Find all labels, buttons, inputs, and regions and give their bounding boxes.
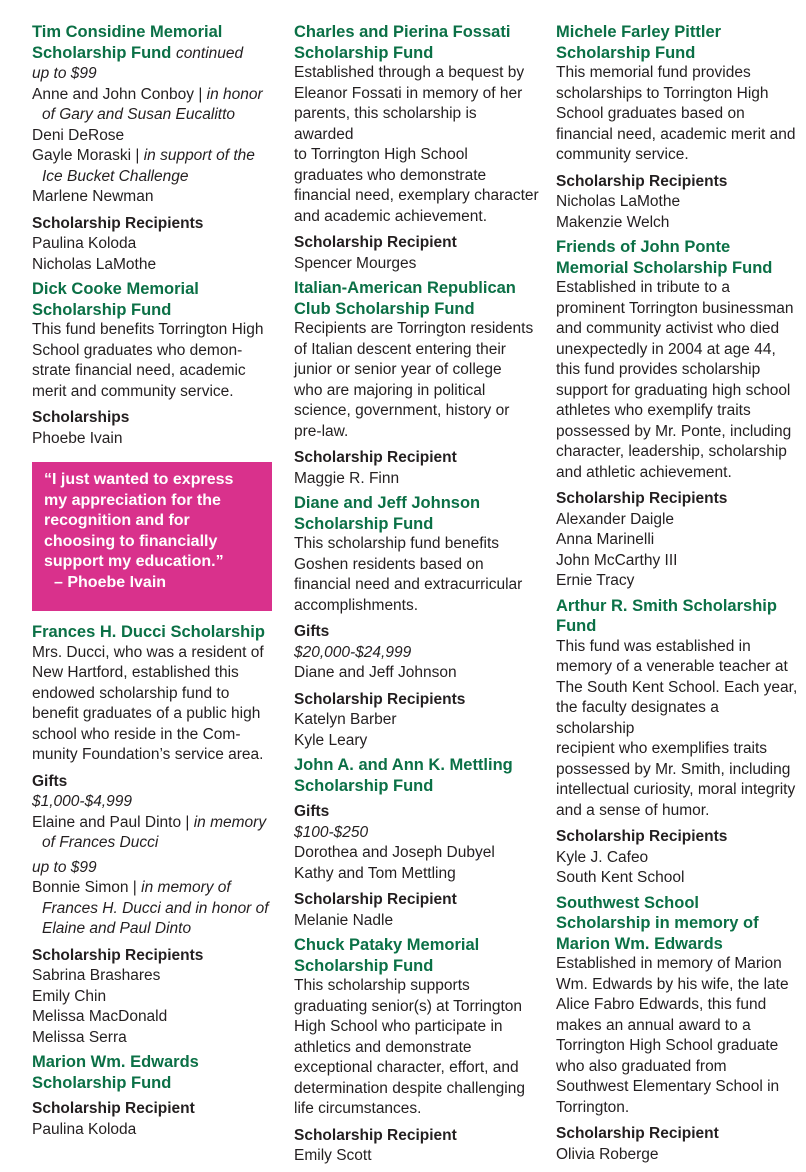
recipients-heading: Scholarship Recipient	[556, 1125, 719, 1142]
fund-ponte	[556, 237, 798, 592]
recipient: Alexander Daigle	[556, 510, 675, 528]
gift-tier: $20,000-$24,999	[294, 643, 412, 661]
recipient: Melanie Nadle	[294, 911, 394, 929]
donor: Bonnie Simon | in memory of	[32, 879, 231, 896]
fund-description: This scholarship fund benefits Goshen residents based on financial need and extracurricular accomplishments.	[294, 535, 523, 614]
recipients-heading: Scholarship Recipients	[294, 690, 466, 708]
donor: Dorothea and Joseph Dubyel	[294, 844, 495, 861]
recipient: Paulina Koloda	[32, 235, 137, 252]
fund-description: Recipients are Torrington residents of Italian descent entering their junior or senior year of college who are majoring in political science, government, history or pre-law.	[294, 320, 534, 440]
recipient: Emily Scott	[294, 1147, 372, 1164]
fund-description: This fund was established in memory of a venerable teacher at The South Kent School. Each year, the faculty designates a scholarship recipient who exemplifies traits possessed by Mr. Smith, including intellectual curiosity, moral integrity and a sense of humor.	[556, 637, 798, 819]
fund-description: This scholarship supports graduating senior(s) at Torrington High School who participate in athletics and demonstrate exceptional character, effort, and determination despite challenging life circumstances.	[294, 977, 525, 1117]
recipient: Nicholas LaMothe	[32, 255, 157, 273]
recipients-heading: Scholarships	[32, 409, 130, 426]
donor-note: of Gary and Susan Eucalitto	[42, 106, 236, 123]
fund-johnson	[294, 493, 539, 751]
fund-title: Tim Considine Memorial Scholarship Fund continued	[32, 23, 244, 62]
recipients-heading: Scholarship Recipient	[294, 891, 457, 908]
donor: Deni DeRose	[32, 126, 125, 144]
fund-title: Southwest School Scholarship in memory of Marion Wm. Edwards	[556, 893, 759, 953]
donor: Gayle Moraski | in support of the	[32, 147, 255, 164]
fund-title: John A. and Ann K. Mettling Scholarship Fund	[294, 756, 513, 795]
fund-title: Diane and Jeff Johnson Scholarship Fund	[294, 494, 481, 533]
recipient: South Kent School	[556, 869, 685, 886]
fund-title: Frances H. Ducci Scholarship	[32, 623, 265, 641]
recipient: Katelyn Barber	[294, 711, 397, 728]
donor-note: of Frances Ducci	[42, 834, 159, 851]
recipient: Ernie Tracy	[556, 572, 635, 589]
donor: Marlene Newman	[32, 188, 154, 205]
fund-description: Established in tribute to a prominent Torrington businessman and community activist who died unexpectedly in 2004 at age 44, this fund provides scholarship support for graduating high school athletes who exemplify traits possessed by Mr. Ponte, including character, leadership, scholarship and athletic achievement.	[556, 279, 794, 481]
fund-frances-ducci	[32, 622, 272, 1048]
continued-label: continued	[175, 44, 244, 62]
recipients-heading: Scholarship Recipients	[32, 946, 204, 964]
fund-title: Michele Farley Pittler Scholarship Fund	[556, 23, 722, 62]
fund-title: Charles and Pierina Fossati Scholarship Fund	[294, 23, 511, 62]
recipient: Anna Marinelli	[556, 531, 655, 548]
fund-title: Italian-American Republican Club Scholarship Fund	[294, 279, 516, 318]
fund-description: Established through a bequest by Eleanor Fossati in memory of her parents, this scholarship is awarded to Torrington High School graduates who demonstrate financial need, exemplary character and academic achievement.	[294, 64, 539, 225]
gift-tier: up to $99	[32, 65, 97, 82]
recipient: Makenzie Welch	[556, 213, 670, 231]
donor: Anne and John Conboy | in honor	[32, 85, 263, 103]
recipient: Melissa MacDonald	[32, 1008, 168, 1025]
fund-title: Friends of John Ponte Memorial Scholarship Fund	[556, 238, 773, 277]
column-3	[556, 22, 798, 1169]
recipients-heading: Scholarship Recipients	[556, 490, 728, 507]
fund-tim-considine	[32, 22, 272, 275]
recipient: Nicholas LaMothe	[556, 193, 681, 210]
donor: Diane and Jeff Johnson	[294, 664, 457, 681]
gifts-heading: Gifts	[294, 803, 330, 820]
gift-tier: $1,000-$4,999	[32, 793, 132, 810]
recipient: Sabrina Brashares	[32, 967, 161, 984]
recipient: Maggie R. Finn	[294, 469, 400, 487]
recipient: John McCarthy III	[556, 551, 678, 569]
recipients-heading: Scholarship Recipient	[294, 449, 457, 466]
donor: Elaine and Paul Dinto | in memory	[32, 813, 267, 831]
column-2	[294, 22, 539, 1171]
fund-title: Chuck Pataky Memorial Scholarship Fund	[294, 936, 480, 975]
fund-title: Dick Cooke Memorial Scholarship Fund	[32, 280, 199, 319]
donor-note: Elaine and Paul Dinto	[42, 920, 192, 937]
recipient: Spencer Mourges	[294, 254, 417, 272]
donor: Kathy and Tom Mettling	[294, 864, 456, 882]
recipient: Paulina Koloda	[32, 1120, 137, 1138]
recipient: Emily Chin	[32, 987, 107, 1005]
recipients-heading: Scholarship Recipient	[294, 1126, 457, 1144]
recipient: Kyle Leary	[294, 731, 368, 749]
gift-tier: $100-$250	[294, 823, 369, 841]
recipient: Melissa Serra	[32, 1028, 127, 1046]
quote-attribution: – Phoebe Ivain	[54, 573, 167, 591]
fund-pittler	[556, 22, 798, 233]
gifts-heading: Gifts	[32, 772, 68, 790]
fund-description: This memorial fund provides scholarships to Torrington High School graduates based on financial need, academic merit and community service.	[556, 64, 796, 163]
recipients-heading: Scholarship Recipients	[556, 172, 728, 190]
fund-description: This fund benefits Torrington High School graduates who demon- strate financial need, academic merit and community service.	[32, 321, 264, 400]
donor-note: Frances H. Ducci and in honor of	[42, 899, 269, 917]
column-1	[32, 22, 272, 1144]
recipients-heading: Scholarship Recipients	[556, 828, 728, 845]
recipient: Olivia Roberge	[556, 1145, 659, 1163]
fund-smith	[556, 596, 798, 889]
fund-dick-cooke	[32, 279, 272, 449]
gifts-heading: Gifts	[294, 623, 330, 640]
recipients-heading: Scholarship Recipients	[32, 214, 204, 232]
fund-fossati	[294, 22, 539, 274]
fund-pataky	[294, 935, 539, 1167]
fund-title: Marion Wm. Edwards Scholarship Fund	[32, 1053, 199, 1092]
fund-description: Established in memory of Marion Wm. Edwards by his wife, the late Alice Fabro Edwards, this fund makes an annual award to a Torrington High School graduate who also graduated from Southwest Elementary School in Torrington.	[556, 955, 789, 1116]
fund-marion-edwards	[32, 1052, 272, 1140]
donor-note: Ice Bucket Challenge	[42, 167, 189, 185]
fund-mettling	[294, 755, 539, 931]
recipient: Kyle J. Cafeo	[556, 848, 649, 866]
pull-quote: “I just wanted to express my appreciation for the recognition and for choosing to financially support my education.” – Phoebe Ivain	[32, 462, 272, 611]
recipient: Phoebe Ivain	[32, 429, 123, 447]
fund-title: Arthur R. Smith Scholarship Fund	[556, 596, 777, 635]
recipients-heading: Scholarship Recipient	[32, 1100, 195, 1117]
fund-italian-american	[294, 278, 539, 489]
fund-description: Mrs. Ducci, who was a resident of New Hartford, established this endowed scholarship fund to benefit graduates of a public high school who reside in the Com- munity Foundation’s service area.	[32, 643, 264, 763]
fund-southwest	[556, 893, 798, 1166]
recipients-heading: Scholarship Recipient	[294, 234, 457, 251]
gift-tier: up to $99	[32, 858, 97, 876]
